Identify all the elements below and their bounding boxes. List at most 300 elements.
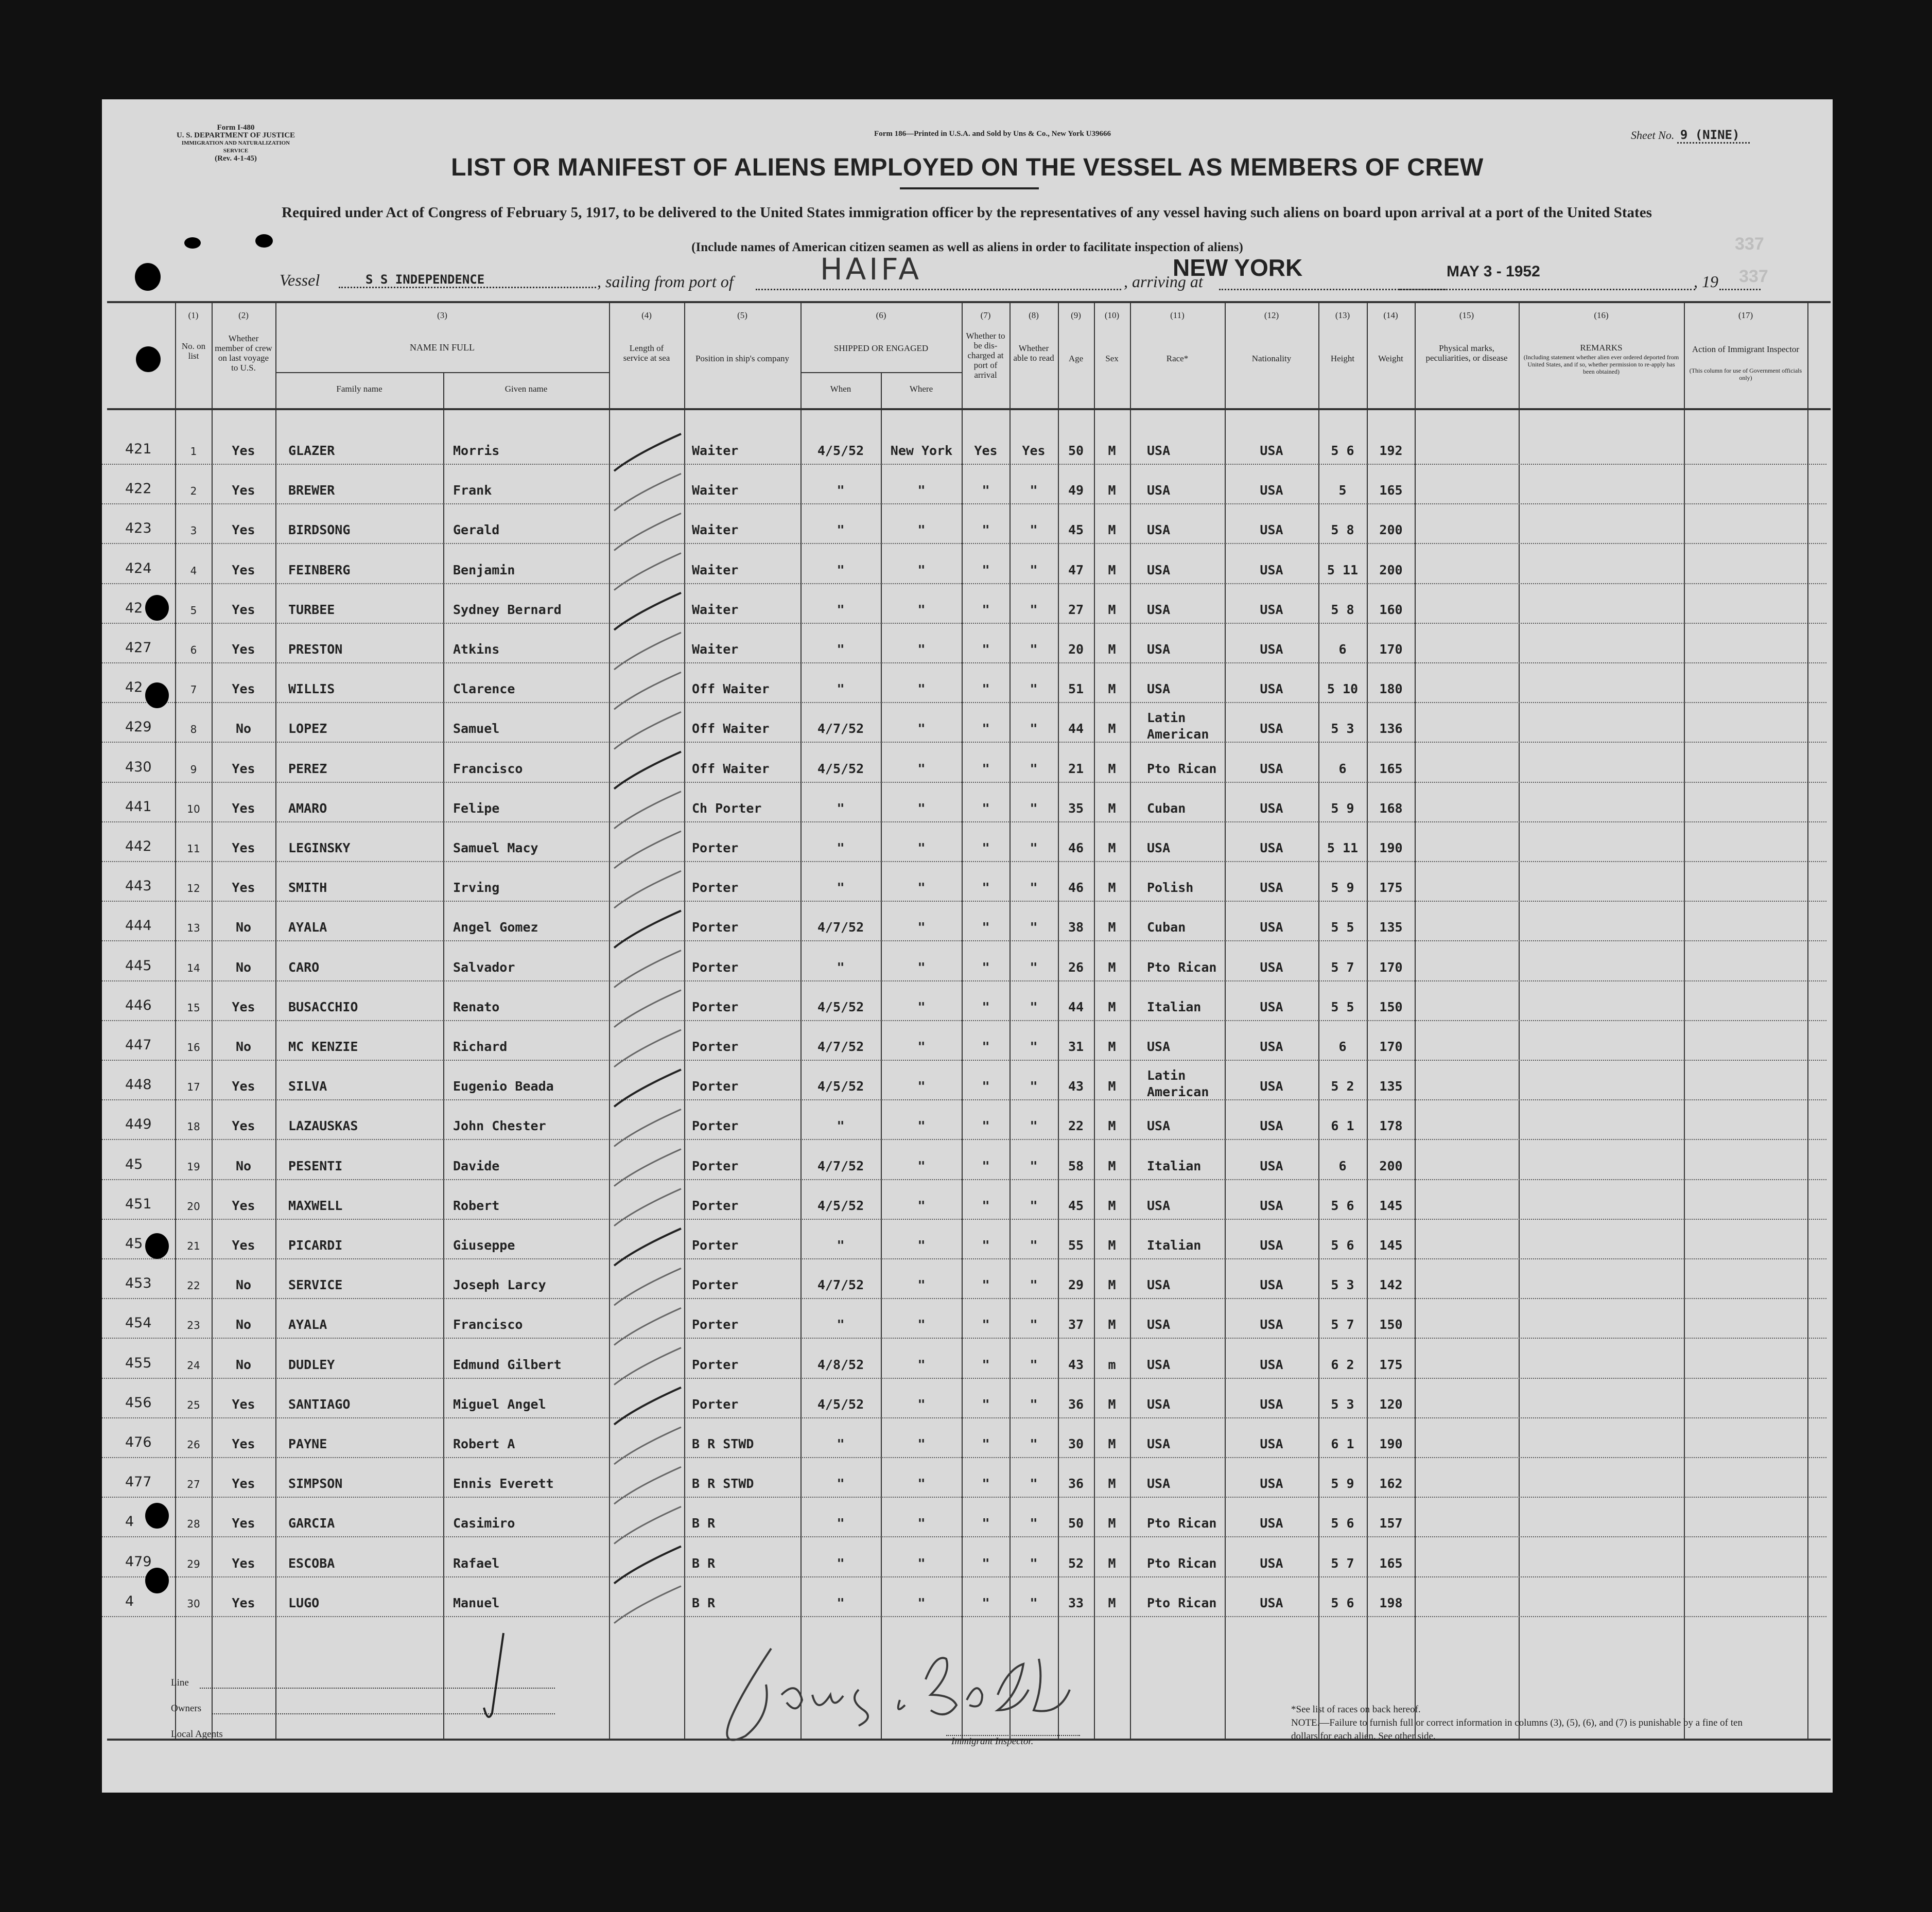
cell-given: Irving <box>453 880 500 896</box>
cell-race: USA <box>1147 1039 1171 1054</box>
cell-where: " <box>917 522 926 538</box>
stamp-number: 337 <box>1739 267 1768 286</box>
cell-position: Waiter <box>692 602 739 617</box>
cell-nat: USA <box>1260 562 1283 577</box>
cell-race: USA <box>1147 642 1171 657</box>
margin-entry-number: 446 <box>125 997 152 1013</box>
row-rule <box>102 980 1826 981</box>
cell-sex: M <box>1108 1436 1116 1451</box>
cell-height: 5 11 <box>1327 840 1359 855</box>
cell-crew: No <box>235 1357 252 1372</box>
cell-height: 5 7 <box>1331 959 1354 975</box>
margin-entry-number: 42 <box>125 600 143 616</box>
inspector-label: Immigrant Inspector. <box>951 1736 1034 1747</box>
row-rule <box>102 503 1826 504</box>
cell-crew: Yes <box>232 1516 255 1531</box>
departure-port-value: HAIFA <box>820 252 923 287</box>
service-check-stroke <box>614 1467 681 1504</box>
cell-given: Atkins <box>453 642 500 657</box>
margin-entry-number: 422 <box>125 481 152 497</box>
cell-where: " <box>917 959 926 975</box>
cell-weight: 198 <box>1379 1595 1403 1610</box>
cell-family: PRESTON <box>288 642 343 657</box>
cell-disch: " <box>982 1555 990 1571</box>
form-id-line: (Rev. 4-1-45) <box>215 154 257 163</box>
cell-disch: " <box>982 1039 990 1054</box>
cell-position: Porter <box>692 1039 739 1054</box>
row-rule <box>102 1576 1826 1577</box>
cell-read: " <box>1030 959 1038 975</box>
cell-given: Edmund Gilbert <box>453 1357 562 1372</box>
margin-entry-number: 423 <box>125 520 152 537</box>
cell-position: Waiter <box>692 562 739 577</box>
cell-where: " <box>917 483 926 498</box>
cell-when: 4/7/52 <box>817 1039 864 1054</box>
cell-height: 5 2 <box>1331 1079 1354 1094</box>
cell-weight: 170 <box>1379 959 1403 975</box>
cell-no: 30 <box>187 1597 200 1610</box>
cell-read: " <box>1030 1198 1038 1213</box>
column-number: (15) <box>1459 310 1474 320</box>
cell-nat: USA <box>1260 1357 1283 1372</box>
cell-read: " <box>1030 721 1038 736</box>
cell-when: " <box>837 1118 845 1134</box>
cell-when: " <box>837 1476 845 1492</box>
row-rule <box>102 782 1826 783</box>
cell-nat: USA <box>1260 1476 1283 1492</box>
sheet-number <box>1631 128 1750 142</box>
header-list-no: No. on list <box>181 341 206 361</box>
cell-where: " <box>917 642 926 657</box>
cell-sex: M <box>1108 721 1116 736</box>
cell-family: PEREZ <box>288 761 327 776</box>
cell-read: " <box>1030 800 1038 816</box>
cell-crew: Yes <box>232 1079 255 1094</box>
cell-where: " <box>917 721 926 736</box>
cell-position: Porter <box>692 880 739 896</box>
cell-when: " <box>837 483 845 498</box>
cell-when: " <box>837 1436 845 1451</box>
cell-read: " <box>1030 920 1038 935</box>
cell-where: " <box>917 1436 926 1451</box>
cell-height: 5 9 <box>1331 880 1354 896</box>
cell-given: Benjamin <box>453 562 515 577</box>
cell-sex: M <box>1108 959 1116 975</box>
cell-nat: USA <box>1260 1118 1283 1134</box>
cell-crew: Yes <box>232 999 255 1014</box>
cell-nat: USA <box>1260 1436 1283 1451</box>
cell-no: 28 <box>187 1518 200 1531</box>
cell-where: " <box>917 1595 926 1610</box>
cell-read: " <box>1030 1158 1038 1173</box>
cell-where: " <box>917 880 926 896</box>
cell-disch: " <box>982 800 990 816</box>
cell-when: " <box>837 642 845 657</box>
cell-height: 5 6 <box>1331 1238 1354 1253</box>
cell-no: 24 <box>187 1359 200 1372</box>
header-age: Age <box>1068 354 1084 363</box>
cell-family: TURBEE <box>288 602 335 617</box>
cell-where: " <box>917 999 926 1014</box>
column-rule <box>443 372 444 1740</box>
cell-sex: M <box>1108 522 1116 538</box>
cell-position: Off Waiter <box>692 721 770 736</box>
cell-no: 2 <box>190 485 197 498</box>
cell-height: 5 3 <box>1331 1396 1354 1412</box>
cell-age: 52 <box>1068 1555 1084 1571</box>
cell-nat: USA <box>1260 1555 1283 1571</box>
cell-no: 14 <box>187 961 200 974</box>
cell-when: " <box>837 1555 845 1571</box>
cell-given: Morris <box>453 443 500 458</box>
column-number: (6) <box>876 310 886 320</box>
cell-crew: Yes <box>232 483 255 498</box>
cell-crew: No <box>235 920 252 935</box>
cell-read: " <box>1030 840 1038 855</box>
cell-position: Porter <box>692 999 739 1014</box>
cell-where: " <box>917 602 926 617</box>
cell-race: Pto Rican <box>1147 1516 1217 1531</box>
cell-disch: " <box>982 1357 990 1372</box>
cell-given: Francisco <box>453 1317 523 1332</box>
cell-age: 36 <box>1068 1476 1084 1492</box>
cell-weight: 135 <box>1379 1079 1403 1094</box>
column-number: (14) <box>1383 310 1398 320</box>
cell-age: 22 <box>1068 1118 1084 1134</box>
cell-crew: Yes <box>232 1555 255 1571</box>
margin-entry-number: 441 <box>125 798 152 815</box>
cell-nat: USA <box>1260 1317 1283 1332</box>
margin-entry-number: 449 <box>125 1116 152 1133</box>
cell-weight: 150 <box>1379 999 1403 1014</box>
cell-position: Porter <box>692 1396 739 1412</box>
cell-when: 4/7/52 <box>817 1158 864 1173</box>
cell-when: " <box>837 522 845 538</box>
header-inspector-note: (This column for use of Government officials only) <box>1689 367 1802 381</box>
service-check-stroke <box>614 553 681 590</box>
cell-where: " <box>917 840 926 855</box>
service-check-stroke <box>614 1109 681 1146</box>
margin-entry-number: 4 <box>125 1593 134 1609</box>
punch-hole <box>145 1503 169 1529</box>
cell-height: 6 2 <box>1331 1357 1354 1372</box>
cell-nat: USA <box>1260 1595 1283 1610</box>
cell-crew: No <box>235 1277 252 1293</box>
cell-height: 5 6 <box>1331 443 1354 458</box>
cell-given: Robert A <box>453 1436 515 1451</box>
cell-where: " <box>917 562 926 577</box>
margin-entry-number: 453 <box>125 1275 152 1292</box>
cell-no: 11 <box>187 843 200 855</box>
cell-when: " <box>837 602 845 617</box>
cell-race: USA <box>1147 1317 1171 1332</box>
cell-crew: Yes <box>232 443 255 458</box>
service-check-stroke <box>614 712 681 749</box>
cell-sex: M <box>1108 1039 1116 1054</box>
header-where: Where <box>909 384 933 394</box>
cell-crew: No <box>235 1158 252 1173</box>
cell-sex: M <box>1108 920 1116 935</box>
cell-family: AMARO <box>288 800 327 816</box>
cell-disch: " <box>982 1079 990 1094</box>
cell-where: " <box>917 1079 926 1094</box>
cell-no: 17 <box>187 1081 200 1094</box>
cell-read: " <box>1030 1317 1038 1332</box>
cell-where: " <box>917 1238 926 1253</box>
column-number: (11) <box>1170 310 1185 320</box>
cell-sex: m <box>1108 1357 1116 1372</box>
cell-position: Porter <box>692 1118 739 1134</box>
cell-crew: Yes <box>232 562 255 577</box>
cell-nat: USA <box>1260 681 1283 697</box>
cell-crew: Yes <box>232 761 255 776</box>
cell-given: Davide <box>453 1158 500 1173</box>
cell-weight: 180 <box>1379 681 1403 697</box>
cell-sex: M <box>1108 761 1116 776</box>
cell-read: Yes <box>1022 443 1046 458</box>
header-last-voyage: Whether member of crew on last voyage to U.S. <box>215 334 272 373</box>
cell-given: Sydney Bernard <box>453 602 562 617</box>
cell-read: " <box>1030 1555 1038 1571</box>
cell-disch: Yes <box>974 443 998 458</box>
local-agents-field <box>236 1739 555 1740</box>
punch-hole <box>255 234 273 248</box>
cell-position: B R <box>692 1555 716 1571</box>
cell-race: Pto Rican <box>1147 1595 1217 1610</box>
cell-nat: USA <box>1260 443 1283 458</box>
header-remarks: REMARKS <box>1580 343 1623 353</box>
column-number: (13) <box>1335 310 1350 320</box>
cell-no: 12 <box>187 882 200 895</box>
cell-where: " <box>917 1516 926 1531</box>
stamp-number: 337 <box>1735 234 1764 254</box>
row-rule <box>102 1417 1826 1418</box>
cell-disch: " <box>982 1277 990 1293</box>
cell-sex: M <box>1108 1516 1116 1531</box>
cell-given: Frank <box>453 483 492 498</box>
cell-read: " <box>1030 483 1038 498</box>
row-rule <box>102 1497 1826 1498</box>
cell-sex: M <box>1108 602 1116 617</box>
form-id-line: U. S. DEPARTMENT OF JUSTICE <box>176 131 295 139</box>
row-rule <box>102 1378 1826 1379</box>
cell-family: PAYNE <box>288 1436 327 1451</box>
cell-sex: M <box>1108 1277 1116 1293</box>
cell-read: " <box>1030 681 1038 697</box>
cell-crew: Yes <box>232 1238 255 1253</box>
arrival-port-value: NEW YORK <box>1173 254 1303 281</box>
cell-no: 10 <box>187 802 200 815</box>
cell-crew: Yes <box>232 1396 255 1412</box>
header-family-name: Family name <box>336 384 382 394</box>
cell-when: 4/7/52 <box>817 1277 864 1293</box>
cell-age: 27 <box>1068 602 1084 617</box>
cell-race: USA <box>1147 522 1171 538</box>
service-check-stroke <box>614 1506 681 1543</box>
cell-sex: M <box>1108 1118 1116 1134</box>
cell-family: BUSACCHIO <box>288 999 358 1014</box>
cell-height: 6 <box>1338 1039 1347 1054</box>
cell-weight: 200 <box>1379 1158 1403 1173</box>
column-rule <box>881 372 882 1740</box>
cell-race: USA <box>1147 1396 1171 1412</box>
cell-race: Latin American <box>1147 710 1209 742</box>
cell-race: USA <box>1147 1277 1171 1293</box>
page-title: LIST OR MANIFEST OF ALIENS EMPLOYED ON THE VESSEL AS MEMBERS OF CREW <box>451 154 1484 181</box>
cell-no: 5 <box>190 604 197 617</box>
margin-entry-number: 429 <box>125 719 152 735</box>
cell-where: " <box>917 1476 926 1492</box>
cell-when: 4/5/52 <box>817 1079 864 1094</box>
cell-when: 4/5/52 <box>817 1198 864 1213</box>
cell-nat: USA <box>1260 840 1283 855</box>
cell-position: Ch Porter <box>692 800 762 816</box>
cell-race: Latin American <box>1147 1068 1209 1100</box>
column-number: (9) <box>1071 310 1081 320</box>
row-rule <box>102 1099 1826 1100</box>
punch-hole <box>145 595 169 621</box>
cell-position: Porter <box>692 1317 739 1332</box>
cell-position: B R <box>692 1516 716 1531</box>
service-check-stroke <box>614 1427 681 1464</box>
row-rule <box>102 623 1826 624</box>
subheader-rule <box>800 372 962 373</box>
cell-age: 30 <box>1068 1436 1084 1451</box>
cell-height: 5 9 <box>1331 1476 1354 1492</box>
cell-weight: 162 <box>1379 1476 1403 1492</box>
cell-disch: " <box>982 1238 990 1253</box>
margin-entry-number: 442 <box>125 838 152 854</box>
cell-disch: " <box>982 1436 990 1451</box>
cell-position: Porter <box>692 1357 739 1372</box>
title-underline <box>900 187 1039 189</box>
vessel-label: Vessel <box>280 271 320 289</box>
cell-age: 58 <box>1068 1158 1084 1173</box>
cell-position: B R STWD <box>692 1476 754 1492</box>
cell-sex: M <box>1108 1396 1116 1412</box>
cell-age: 43 <box>1068 1079 1084 1094</box>
cell-age: 37 <box>1068 1317 1084 1332</box>
cell-given: Eugenio Beada <box>453 1079 554 1094</box>
service-check-stroke <box>614 1388 681 1425</box>
cell-read: " <box>1030 1277 1038 1293</box>
cell-height: 5 5 <box>1331 999 1354 1014</box>
row-rule <box>102 1258 1826 1259</box>
cell-no: 6 <box>190 644 197 656</box>
row-rule <box>102 583 1826 584</box>
header-race: Race* <box>1166 354 1189 363</box>
column-number: (5) <box>737 310 747 320</box>
cell-nat: USA <box>1260 761 1283 776</box>
margin-entry-number: 424 <box>125 560 152 576</box>
cell-read: " <box>1030 1476 1038 1492</box>
sailing-label: , sailing from port of <box>597 272 734 291</box>
cell-given: Richard <box>453 1039 508 1054</box>
cell-disch: " <box>982 880 990 896</box>
cell-read: " <box>1030 522 1038 538</box>
cell-crew: Yes <box>232 602 255 617</box>
local-agents-label: Local Agents <box>171 1729 223 1740</box>
column-number: (17) <box>1738 310 1753 320</box>
cell-read: " <box>1030 880 1038 896</box>
cell-no: 18 <box>187 1120 200 1133</box>
header-position: Position in ship's company <box>695 354 790 363</box>
column-number: (8) <box>1029 310 1039 320</box>
cell-weight: 157 <box>1379 1516 1403 1531</box>
cell-age: 21 <box>1068 761 1084 776</box>
service-check-stroke <box>614 513 681 550</box>
cell-height: 5 9 <box>1331 800 1354 816</box>
cell-weight: 175 <box>1379 880 1403 896</box>
cell-weight: 165 <box>1379 483 1403 498</box>
punch-hole <box>184 237 201 249</box>
cell-height: 5 6 <box>1331 1516 1354 1531</box>
cell-nat: USA <box>1260 1516 1283 1531</box>
row-rule <box>102 1060 1826 1061</box>
cell-family: GARCIA <box>288 1516 335 1531</box>
cell-read: " <box>1030 642 1038 657</box>
cell-given: Salvador <box>453 959 515 975</box>
cell-sex: M <box>1108 562 1116 577</box>
cell-when: " <box>837 1595 845 1610</box>
cell-race: Italian <box>1147 999 1202 1014</box>
cell-position: Off Waiter <box>692 681 770 697</box>
margin-entry-number: 42 <box>125 679 143 696</box>
cell-age: 35 <box>1068 800 1084 816</box>
cell-sex: M <box>1108 1198 1116 1213</box>
row-rule <box>102 1298 1826 1299</box>
row-rule <box>102 1338 1826 1339</box>
cell-where: " <box>917 1317 926 1332</box>
header-sex: Sex <box>1105 354 1119 363</box>
cell-nat: USA <box>1260 999 1283 1014</box>
cell-age: 51 <box>1068 681 1084 697</box>
cell-when: 4/8/52 <box>817 1357 864 1372</box>
cell-race: Pto Rican <box>1147 1555 1217 1571</box>
cell-nat: USA <box>1260 920 1283 935</box>
cell-where: " <box>917 1198 926 1213</box>
vessel-name: S S INDEPENDENCE <box>339 272 596 288</box>
cell-sex: M <box>1108 1158 1116 1173</box>
cell-family: SERVICE <box>288 1277 343 1293</box>
cell-no: 1 <box>190 445 197 458</box>
cell-age: 43 <box>1068 1357 1084 1372</box>
row-rule <box>102 662 1826 663</box>
cell-when: " <box>837 800 845 816</box>
cell-when: 4/5/52 <box>817 761 864 776</box>
cell-when: " <box>837 880 845 896</box>
service-check-stroke <box>614 1586 681 1623</box>
cell-age: 45 <box>1068 522 1084 538</box>
cell-race: USA <box>1147 1357 1171 1372</box>
cell-race: USA <box>1147 562 1171 577</box>
header-service-length: Length of service at sea <box>623 343 670 363</box>
cell-position: Waiter <box>692 642 739 657</box>
cell-crew: Yes <box>232 880 255 896</box>
cell-crew: Yes <box>232 681 255 697</box>
cell-nat: USA <box>1260 959 1283 975</box>
cell-given: Rafael <box>453 1555 500 1571</box>
cell-position: Waiter <box>692 483 739 498</box>
cell-height: 6 <box>1338 1158 1347 1173</box>
margin-entry-number: 443 <box>125 878 152 894</box>
cell-family: PESENTI <box>288 1158 343 1173</box>
cell-sex: M <box>1108 1317 1116 1332</box>
cell-where: " <box>917 1277 926 1293</box>
cell-no: 15 <box>187 1001 200 1014</box>
cell-when: " <box>837 1238 845 1253</box>
form-id-line: IMMIGRATION AND NATURALIZATION SERVICE <box>181 140 290 154</box>
